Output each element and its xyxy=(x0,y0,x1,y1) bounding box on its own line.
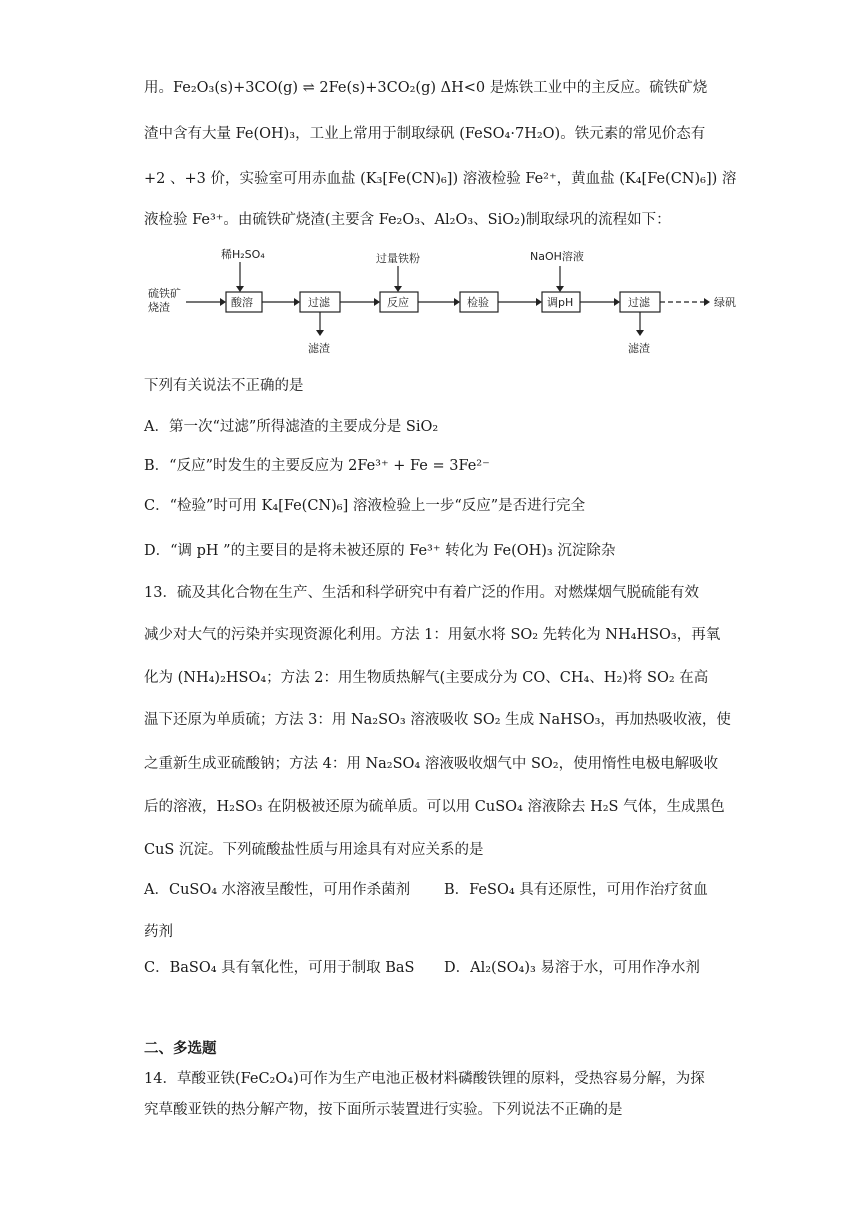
question-13: 13．硫及其化合物在生产、生活和科学研究中有着广泛的作用。对燃煤烟气脱硫能有效 xyxy=(144,585,699,601)
flow-box-4-label: 检验 xyxy=(467,296,489,309)
flow-start-label: 硫铁矿 xyxy=(148,287,181,300)
arrow-head xyxy=(704,298,710,306)
text-line: 究草酸亚铁的热分解产物，按下面所示装置进行实验。下列说法不正确的是 xyxy=(144,1102,623,1118)
text-line: 渣中含有大量 Fe(OH)₃，工业上常用于制取绿矾 (FeSO₄·7H₂O)。铁元素的常见价态有 xyxy=(144,126,706,142)
q13-option-b: B．FeSO₄ 具有还原性，可用作治疗贫血 xyxy=(444,882,708,898)
arrow-head xyxy=(556,286,564,292)
option-c: C．“检验”时可用 K₄[Fe(CN)₆] 溶液检验上一步“反应”是否进行完全 xyxy=(144,498,586,514)
question-14: 14．草酸亚铁(FeC₂O₄)可作为生产电池正极材料磷酸铁锂的原料，受热容易分解，为探 xyxy=(144,1071,705,1087)
q13-option-a: A．CuSO₄ 水溶液呈酸性，可用作杀菌剂 xyxy=(144,882,411,898)
arrow-head xyxy=(394,286,402,292)
flow-reagent-1: 稀H₂SO₄ xyxy=(221,248,265,261)
arrow-head xyxy=(220,298,226,306)
text-line: 化为 (NH₄)₂HSO₄；方法 2：用生物质热解气(主要成分为 CO、CH₄、H₂)将 SO₂ 在高 xyxy=(144,670,709,686)
text-line: 温下还原为单质硫；方法 3：用 Na₂SO₃ 溶液吸收 SO₂ 生成 NaHSO₃，再加热吸收液，使 xyxy=(144,712,731,728)
arrow-head xyxy=(614,298,620,306)
arrow-head xyxy=(294,298,300,306)
flow-box-1-label: 酸溶 xyxy=(231,296,253,309)
q13-option-d: D．Al₂(SO₄)₃ 易溶于水，可用作净水剂 xyxy=(444,960,700,976)
text-line: 后的溶液，H₂SO₃ 在阴极被还原为硫单质。可以用 CuSO₄ 溶液除去 H₂S 气体，生成黑色 xyxy=(144,799,725,815)
arrow-head xyxy=(236,286,244,292)
option-b: B．“反应”时发生的主要反应为 2Fe³⁺ + Fe = 3Fe²⁻ xyxy=(144,458,490,474)
flow-residue-1: 滤渣 xyxy=(308,342,330,355)
arrow-head xyxy=(454,298,460,306)
text-line: CuS 沉淀。下列硫酸盐性质与用途具有对应关系的是 xyxy=(144,842,484,858)
flow-box-2-label: 过滤 xyxy=(308,296,330,309)
text-line: 减少对大气的污染并实现资源化利用。方法 1：用氨水将 SO₂ 先转化为 NH₄HSO₃，再氧 xyxy=(144,627,721,643)
arrow-head xyxy=(374,298,380,306)
text-line: 下列有关说法不正确的是 xyxy=(144,378,304,394)
flow-reagent-2: 过量铁粉 xyxy=(376,252,420,265)
option-a: A．第一次“过滤”所得滤渣的主要成分是 SiO₂ xyxy=(144,419,439,435)
flow-box-6-label: 过滤 xyxy=(628,296,650,309)
flow-residue-2: 滤渣 xyxy=(628,342,650,355)
q13-option-c: C．BaSO₄ 具有氧化性，可用于制取 BaS xyxy=(144,960,415,976)
arrow-head xyxy=(536,298,542,306)
text-line: +2 、+3 价，实验室可用赤血盐 (K₃[Fe(CN)₆]) 溶液检验 Fe²⁺，黄血盐 (K₄[Fe(CN)₆]) 溶 xyxy=(144,171,737,187)
arrow-head xyxy=(636,330,644,336)
text-line: 药剂 xyxy=(144,924,173,940)
flow-start-label-2: 烧渣 xyxy=(148,301,170,314)
flow-box-5-label: 调pH xyxy=(547,296,574,309)
flow-end-label: 绿矾 xyxy=(714,296,736,309)
process-flowchart xyxy=(142,240,762,365)
option-d: D．“调 pH ”的主要目的是将未被还原的 Fe³⁺ 转化为 Fe(OH)₃ 沉淀除杂 xyxy=(144,543,616,559)
text-line: 用。Fe₂O₃(s)+3CO(g) ⇌ 2Fe(s)+3CO₂(g) ΔH<0 是炼铁工业中的主反应。硫铁矿烧 xyxy=(144,80,708,96)
section-heading: 二、多选题 xyxy=(144,1040,217,1057)
text-line: 液检验 Fe³⁺。由硫铁矿烧渣(主要含 Fe₂O₃、Al₂O₃、SiO₂)制取绿巩的流程如下： xyxy=(144,212,671,228)
flow-box-3-label: 反应 xyxy=(387,296,409,309)
text-line: 之重新生成亚硫酸钠；方法 4：用 Na₂SO₄ 溶液吸收烟气中 SO₂，使用惰性电极电解吸收 xyxy=(144,756,719,772)
arrow-head xyxy=(316,330,324,336)
flow-reagent-3: NaOH溶液 xyxy=(530,250,584,263)
